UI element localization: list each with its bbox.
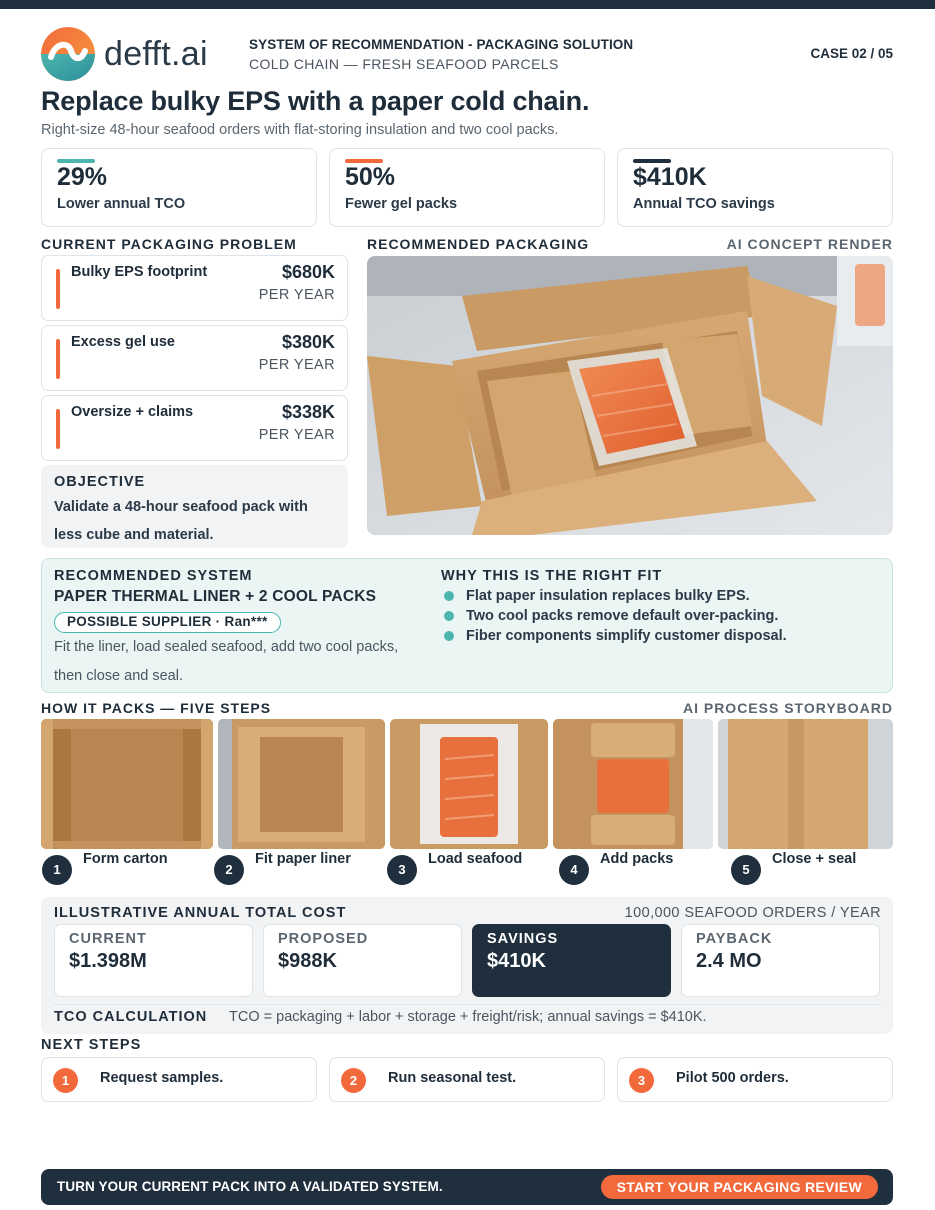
- step-label: Load seafood: [428, 851, 523, 867]
- why-heading: WHY THIS IS THE RIGHT FIT: [441, 568, 663, 584]
- system-heading-label: RECOMMENDED SYSTEM: [54, 568, 253, 584]
- kpi-card: [41, 148, 317, 227]
- problem-period: PER YEAR: [258, 287, 335, 303]
- tco-box-current: [54, 924, 253, 997]
- reason-text: Fiber components simplify customer disposal.: [466, 628, 787, 644]
- next-step-label: Run seasonal test.: [388, 1070, 517, 1086]
- defft-logo-icon: [41, 27, 95, 81]
- brand-logo[interactable]: [41, 27, 208, 81]
- tco-box-value: 2.4 MO: [696, 950, 762, 972]
- footer-text: TURN YOUR CURRENT PACK INTO A VALIDATED SYSTEM.: [57, 1179, 443, 1194]
- packaging-render-image: [367, 256, 893, 535]
- start-review-button[interactable]: START YOUR PACKAGING REVIEW: [601, 1175, 878, 1199]
- kpi-value: 29%: [57, 163, 108, 191]
- problem-accent: [56, 339, 60, 379]
- page-subtitle: Right-size 48-hour seafood orders with flat-storing insulation and two cool packs.: [41, 122, 559, 138]
- problem-card: [41, 255, 348, 321]
- next-step-number: 2: [341, 1068, 366, 1093]
- recommended-heading: RECOMMENDED PACKAGING: [367, 236, 590, 252]
- top-bar: [0, 0, 935, 9]
- recommended-system-panel: [41, 558, 893, 693]
- problem-name: Oversize + claims: [71, 404, 194, 420]
- reason-item: [441, 606, 787, 626]
- reason-item: [441, 586, 787, 606]
- problem-accent: [56, 269, 60, 309]
- page-title: Replace bulky EPS with a paper cold chain.: [41, 86, 590, 116]
- kpi-value: $410K: [633, 163, 707, 191]
- tco-panel: [41, 897, 893, 1034]
- step-image-form-carton: [41, 719, 213, 849]
- step-image-load-seafood: [390, 719, 548, 849]
- system-heading: SYSTEM OF RECOMMENDATION - PACKAGING SOLUTION: [249, 37, 634, 52]
- problem-accent: [56, 409, 60, 449]
- step-label: Add packs: [600, 851, 674, 867]
- supplier-badge: POSSIBLE SUPPLIER · Ran***: [54, 612, 281, 633]
- storyboard-tag: AI PROCESS STORYBOARD: [682, 700, 893, 716]
- step-image-add-packs: [553, 719, 713, 849]
- tco-calc-formula: TCO = packaging + labor + storage + freight/risk; annual savings = $410K.: [229, 1009, 707, 1025]
- kpi-value: 50%: [345, 163, 396, 191]
- step-image-fit-liner: [218, 719, 385, 849]
- next-step-number: 1: [53, 1068, 78, 1093]
- next-step-number: 3: [629, 1068, 654, 1093]
- footer-banner: [41, 1169, 893, 1205]
- next-step-label: Request samples.: [100, 1070, 224, 1086]
- tco-box-value: $410K: [487, 950, 546, 972]
- problem-cost: $338K: [281, 402, 335, 422]
- system-name: PAPER THERMAL LINER + 2 COOL PACKS: [54, 588, 377, 605]
- problem-card: [41, 325, 348, 391]
- objective-panel: [41, 465, 348, 548]
- kpi-label: Annual TCO savings: [633, 196, 775, 212]
- tco-box-value: $1.398M: [69, 950, 147, 972]
- problem-cost: $380K: [281, 332, 335, 352]
- step-image-close-seal: [718, 719, 893, 849]
- tco-box-proposed: [263, 924, 462, 997]
- kpi-label: Fewer gel packs: [345, 196, 458, 212]
- objective-text: Validate a 48-hour seafood pack with less cube and material.: [54, 499, 308, 543]
- system-description: Fit the liner, load sealed seafood, add two cool packs, then close and seal.: [54, 639, 399, 684]
- objective-heading: OBJECTIVE: [54, 474, 146, 490]
- next-steps-heading: NEXT STEPS: [41, 1037, 142, 1053]
- step-number-badge: 4: [559, 855, 589, 885]
- next-step-card[interactable]: [329, 1057, 605, 1102]
- step-number-badge: 5: [731, 855, 761, 885]
- step-label: Fit paper liner: [255, 851, 351, 867]
- problem-period: PER YEAR: [258, 357, 335, 373]
- reason-list: [441, 586, 787, 646]
- brand-name: defft.ai: [104, 34, 208, 73]
- tco-box-key: PROPOSED: [278, 931, 369, 947]
- step-label: Form carton: [83, 851, 168, 867]
- kpi-label: Lower annual TCO: [57, 196, 186, 212]
- step-number-badge: 2: [214, 855, 244, 885]
- problem-name: Excess gel use: [71, 334, 175, 350]
- steps-heading: HOW IT PACKS — FIVE STEPS: [41, 700, 272, 716]
- step-number-badge: 3: [387, 855, 417, 885]
- bullet-dot-icon: [444, 611, 454, 621]
- reason-text: Flat paper insulation replaces bulky EPS.: [466, 588, 750, 604]
- case-counter: CASE 02 / 05: [810, 46, 893, 61]
- bullet-dot-icon: [444, 631, 454, 641]
- problem-period: PER YEAR: [258, 427, 335, 443]
- tco-box-key: PAYBACK: [696, 931, 773, 947]
- bullet-dot-icon: [444, 591, 454, 601]
- tco-box-value: $988K: [278, 950, 337, 972]
- tco-heading: ILLUSTRATIVE ANNUAL TOTAL COST: [54, 905, 347, 921]
- order-volume: 100,000 SEAFOOD ORDERS / YEAR: [624, 905, 881, 921]
- tco-box-key: CURRENT: [69, 931, 147, 947]
- tco-box-savings: [472, 924, 671, 997]
- kpi-card: [329, 148, 605, 227]
- kpi-card: [617, 148, 893, 227]
- next-step-card[interactable]: [41, 1057, 317, 1102]
- reason-item: [441, 626, 787, 646]
- problem-cost: $680K: [281, 262, 335, 282]
- reason-text: Two cool packs remove default over-packing.: [466, 608, 779, 624]
- divider: [54, 1004, 881, 1005]
- tco-calc-heading: TCO CALCULATION: [54, 1009, 208, 1025]
- problem-heading: CURRENT PACKAGING PROBLEM: [41, 236, 297, 252]
- step-number-badge: 1: [42, 855, 72, 885]
- problem-card: [41, 395, 348, 461]
- next-step-card[interactable]: [617, 1057, 893, 1102]
- render-tag: AI CONCEPT RENDER: [726, 236, 893, 252]
- next-step-label: Pilot 500 orders.: [676, 1070, 789, 1086]
- problem-name: Bulky EPS footprint: [71, 264, 208, 280]
- tco-box-payback: [681, 924, 880, 997]
- step-label: Close + seal: [772, 851, 857, 867]
- category-subheading: COLD CHAIN — FRESH SEAFOOD PARCELS: [249, 56, 559, 72]
- tco-box-key: SAVINGS: [487, 931, 559, 947]
